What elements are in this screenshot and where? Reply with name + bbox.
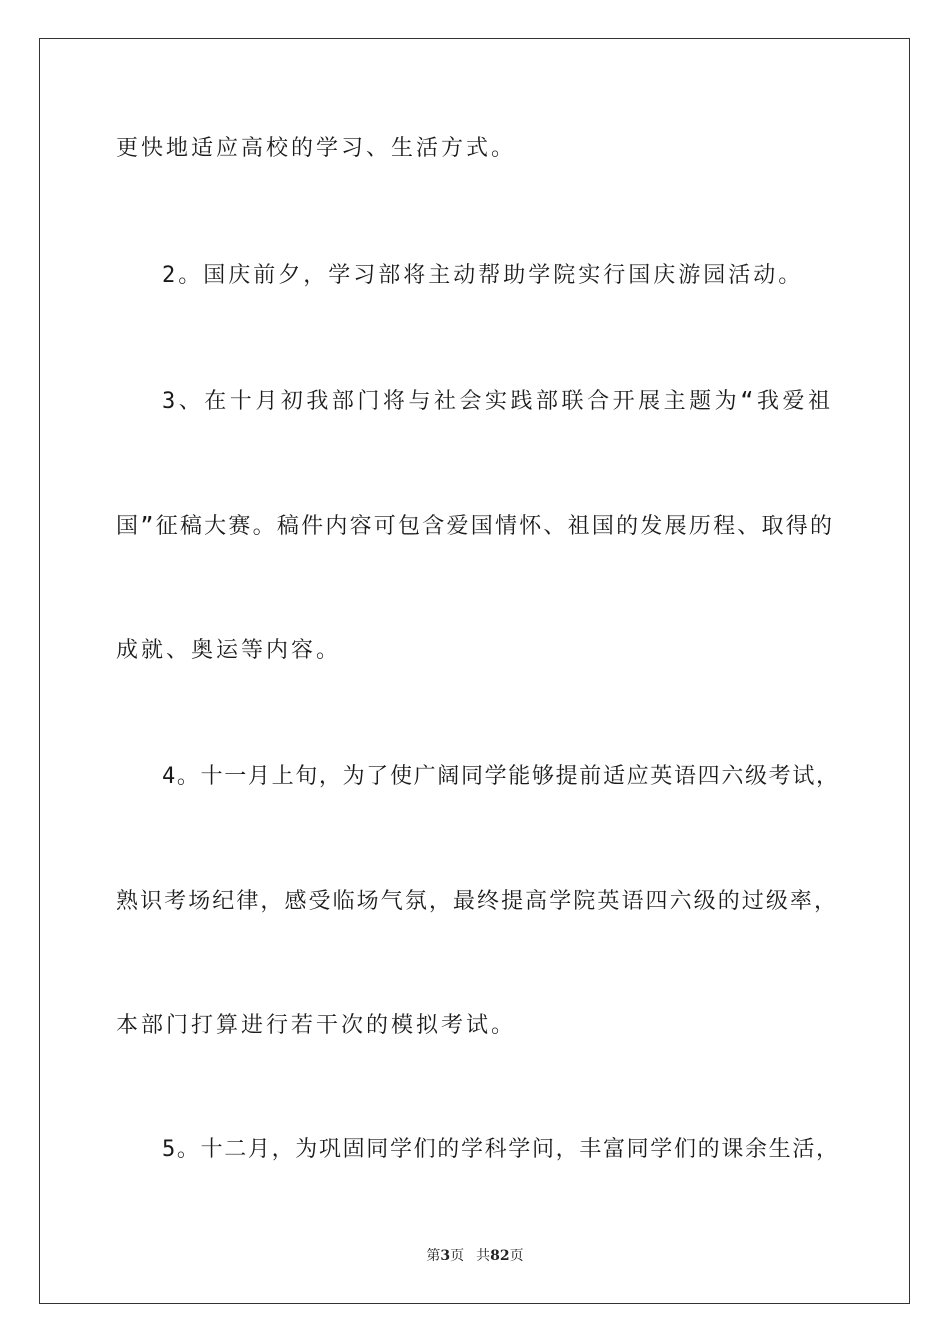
- total-pages: 82: [490, 1248, 510, 1264]
- text-line-6: 4。十一月上旬，为了使广阔同学能够提前适应英语四六级考试，: [162, 764, 838, 789]
- text-line-2: 2。国庆前夕，学习部将主动帮助学院实行国庆游园活动。: [162, 263, 804, 288]
- page-prefix: 第: [426, 1248, 441, 1264]
- text-line-7: 熟识考场纪律，感受临场气氛，最终提高学院英语四六级的过级率，: [116, 889, 836, 914]
- text-line-8: 本部门打算进行若干次的模拟考试。: [116, 1013, 517, 1038]
- text-line-1: 更快地适应高校的学习、生活方式。: [116, 136, 517, 161]
- page-footer: [0, 1247, 950, 1265]
- total-prefix: 共: [476, 1248, 491, 1264]
- page-border: [39, 38, 910, 1304]
- total-suffix: 页: [509, 1248, 524, 1264]
- page-number: 3: [440, 1248, 451, 1264]
- text-line-5: 成就、奥运等内容。: [116, 638, 342, 663]
- text-line-4: 国”征稿大赛。稿件内容可包含爱国情怀、祖国的发展历程、取得的: [116, 514, 832, 539]
- page-suffix: 页: [450, 1248, 465, 1264]
- text-line-9: 5。十二月，为巩固同学们的学科学问，丰富同学们的课余生活，: [162, 1137, 838, 1162]
- text-line-3: 3、在十月初我部门将与社会实践部联合开展主题为“我爱祖: [162, 389, 830, 414]
